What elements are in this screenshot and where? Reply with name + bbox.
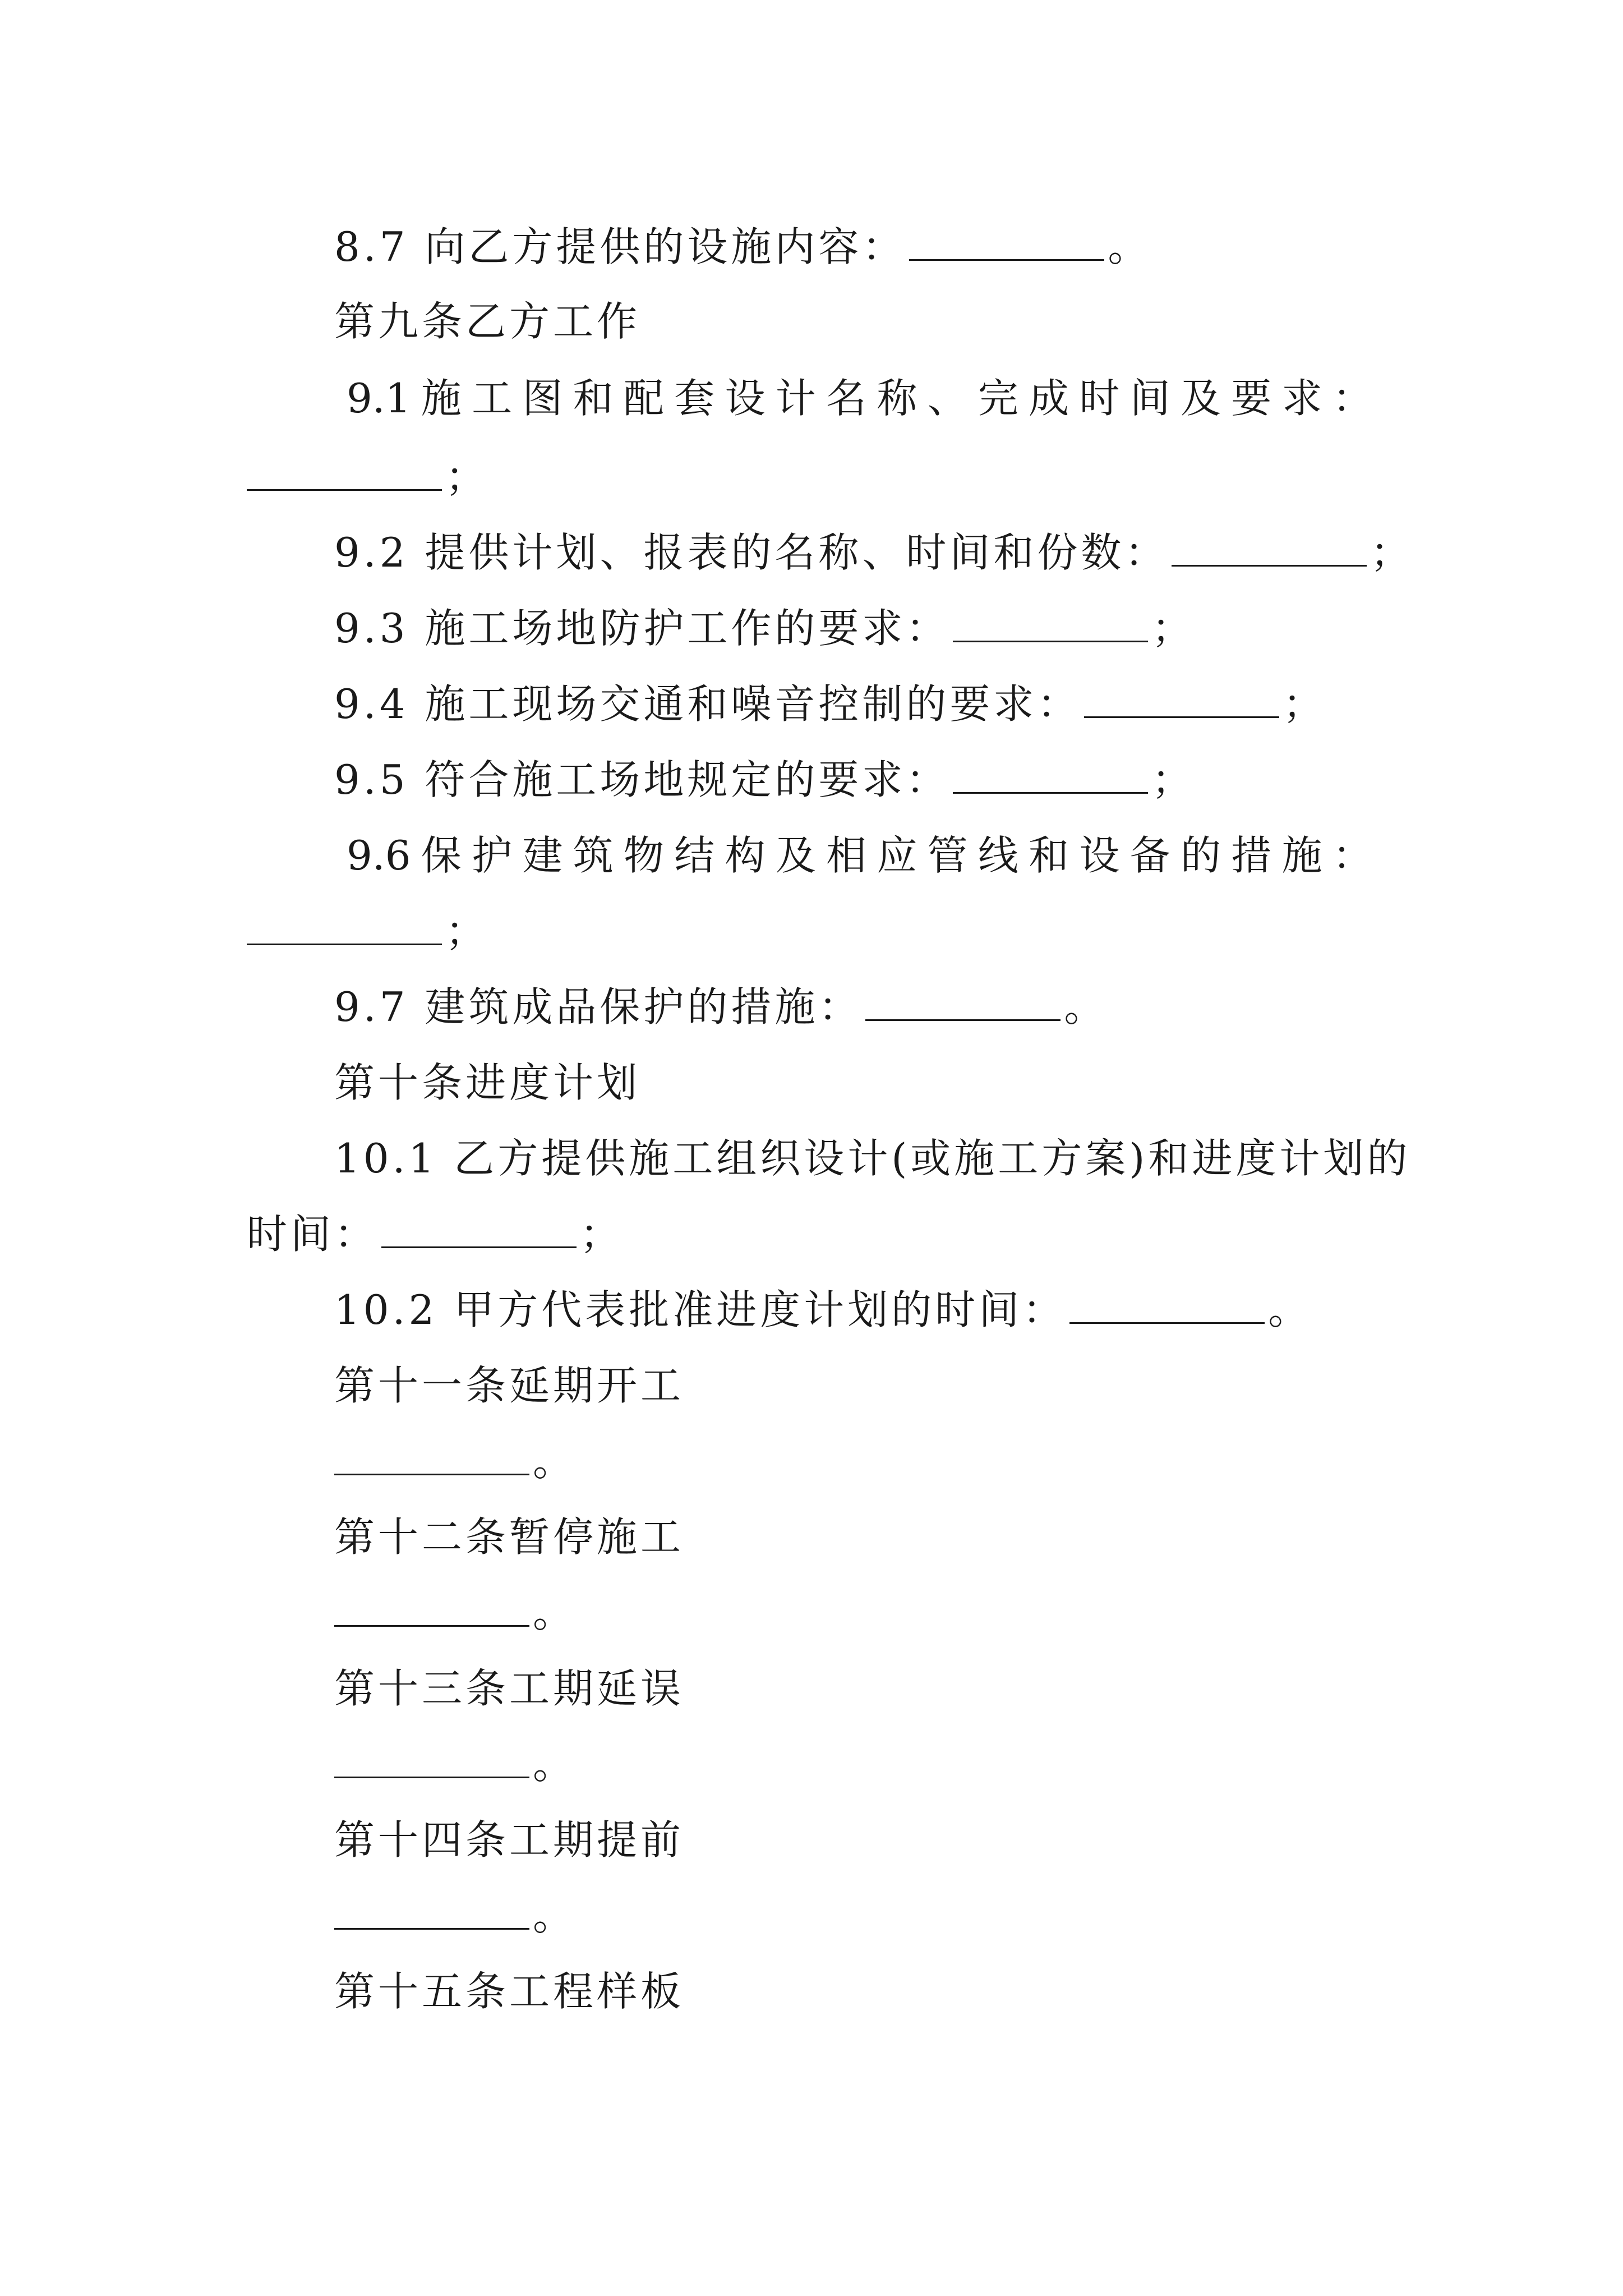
clause-char: 线 xyxy=(978,832,1018,879)
fill-in-blank[interactable] xyxy=(334,1775,529,1778)
clause-text: 10.2 甲方代表批准进度计划的时间： xyxy=(334,1286,1067,1333)
clause-char: 成 xyxy=(1029,375,1069,422)
clause-10-2 xyxy=(334,1282,1312,1338)
clause-text: 9.3 施工场地防护工作的要求： xyxy=(334,605,950,652)
article-14-heading: 第十四条工期提前 xyxy=(334,1816,685,1864)
clause-char: 及 xyxy=(775,832,816,879)
clause-char: 时 xyxy=(1079,375,1120,422)
article-15-heading: 第十五条工程样板 xyxy=(334,1968,685,2015)
clause-char: 保 xyxy=(421,832,462,879)
fill-in-blank[interactable] xyxy=(334,1624,529,1627)
clause-char: 名 xyxy=(826,375,867,422)
fill-in-blank[interactable] xyxy=(334,1473,529,1475)
clause-char: 措 xyxy=(1231,832,1272,879)
clause-9-1-continuation xyxy=(247,449,489,505)
clause-text: 时间： xyxy=(247,1211,379,1258)
clause-end: ； xyxy=(1370,529,1414,576)
clause-9-4 xyxy=(334,676,1326,732)
clause-char: 的 xyxy=(1181,832,1221,879)
fill-in-blank[interactable] xyxy=(381,1245,577,1248)
clause-9-6 xyxy=(347,827,1373,884)
clause-end: ； xyxy=(445,453,490,500)
fill-in-blank[interactable] xyxy=(247,488,442,491)
fill-in-blank[interactable] xyxy=(953,639,1148,642)
article-12-body xyxy=(334,1585,577,1641)
clause-10-1: 10.1 乙方提供施工组织设计(或施工方案)和进度计划的 xyxy=(334,1135,1411,1182)
clause-9-7 xyxy=(334,979,1108,1035)
clause-char: 9.6 xyxy=(347,832,411,879)
clause-end: ； xyxy=(1283,680,1327,728)
article-9-heading: 第九条乙方工作 xyxy=(334,298,641,345)
clause-char: 和 xyxy=(1029,832,1069,879)
article-13-heading: 第十三条工期延误 xyxy=(334,1665,685,1712)
article-11-body xyxy=(334,1433,577,1489)
clause-end: 。 xyxy=(533,1741,577,1788)
clause-char: 管 xyxy=(927,832,968,879)
clause-char: 护 xyxy=(472,832,513,879)
clause-char: ： xyxy=(1332,375,1373,422)
clause-char: 、 xyxy=(927,375,968,422)
clause-9-3 xyxy=(334,600,1195,656)
clause-9-6-continuation xyxy=(247,903,489,959)
clause-end: ； xyxy=(580,1211,624,1258)
clause-char: 图 xyxy=(522,375,563,422)
clause-char: ： xyxy=(1332,832,1373,879)
clause-char: 求 xyxy=(1281,375,1322,422)
fill-in-blank[interactable] xyxy=(865,1018,1061,1021)
fill-in-blank[interactable] xyxy=(1069,1321,1265,1324)
article-12-heading: 第十二条暂停施工 xyxy=(334,1513,685,1561)
clause-char: 筑 xyxy=(573,832,614,879)
clause-char: 施 xyxy=(1281,832,1322,879)
fill-in-blank[interactable] xyxy=(247,942,442,945)
clause-char: 9.1 xyxy=(347,375,411,422)
clause-end: ； xyxy=(445,908,490,955)
clause-char: 设 xyxy=(1079,832,1120,879)
clause-char: 物 xyxy=(623,832,664,879)
fill-in-blank[interactable] xyxy=(334,1927,529,1930)
fill-in-blank[interactable] xyxy=(909,258,1104,261)
clause-char: 配 xyxy=(623,375,664,422)
article-10-heading: 第十条进度计划 xyxy=(334,1059,641,1106)
clause-end: 。 xyxy=(1064,983,1108,1030)
clause-text: 9.5 符合施工场地规定的要求： xyxy=(334,756,950,803)
clause-text: 9.4 施工现场交通和噪音控制的要求： xyxy=(334,680,1081,728)
clause-text: 9.7 建筑成品保护的措施： xyxy=(334,983,863,1030)
clause-char: 备 xyxy=(1129,832,1170,879)
clause-char: 及 xyxy=(1181,375,1221,422)
fill-in-blank[interactable] xyxy=(953,791,1148,794)
clause-char: 和 xyxy=(573,375,614,422)
clause-char: 应 xyxy=(877,832,917,879)
clause-char: 建 xyxy=(522,832,563,879)
clause-char: 间 xyxy=(1129,375,1170,422)
clause-char: 施 xyxy=(421,375,462,422)
article-11-heading: 第十一条延期开工 xyxy=(334,1362,685,1409)
article-14-body xyxy=(334,1888,577,1944)
clause-9-5 xyxy=(334,752,1195,808)
clause-char: 结 xyxy=(674,832,715,879)
article-13-body xyxy=(334,1736,577,1792)
clause-end: 。 xyxy=(1268,1286,1312,1333)
clause-end: 。 xyxy=(533,1438,577,1485)
clause-end: 。 xyxy=(533,1589,577,1636)
clause-char: 称 xyxy=(877,375,917,422)
clause-char: 相 xyxy=(826,832,867,879)
clause-9-1 xyxy=(347,370,1373,426)
clause-end: 。 xyxy=(533,1892,577,1939)
clause-char: 构 xyxy=(725,832,766,879)
fill-in-blank[interactable] xyxy=(1084,715,1279,718)
clause-char: 工 xyxy=(472,375,513,422)
clause-char: 套 xyxy=(674,375,715,422)
clause-end: 。 xyxy=(1108,223,1152,270)
clause-8-7 xyxy=(334,219,1151,275)
clause-char: 完 xyxy=(978,375,1018,422)
clause-10-1-continuation xyxy=(247,1206,624,1262)
clause-9-2 xyxy=(334,524,1414,581)
clause-char: 设 xyxy=(725,375,766,422)
clause-end: ； xyxy=(1151,605,1196,652)
clause-end: ； xyxy=(1151,756,1196,803)
clause-text: 9.2 提供计划、报表的名称、时间和份数： xyxy=(334,529,1169,576)
clause-char: 计 xyxy=(775,375,816,422)
fill-in-blank[interactable] xyxy=(1172,564,1367,567)
clause-char: 要 xyxy=(1231,375,1272,422)
clause-text: 8.7 向乙方提供的设施内容： xyxy=(334,223,906,270)
